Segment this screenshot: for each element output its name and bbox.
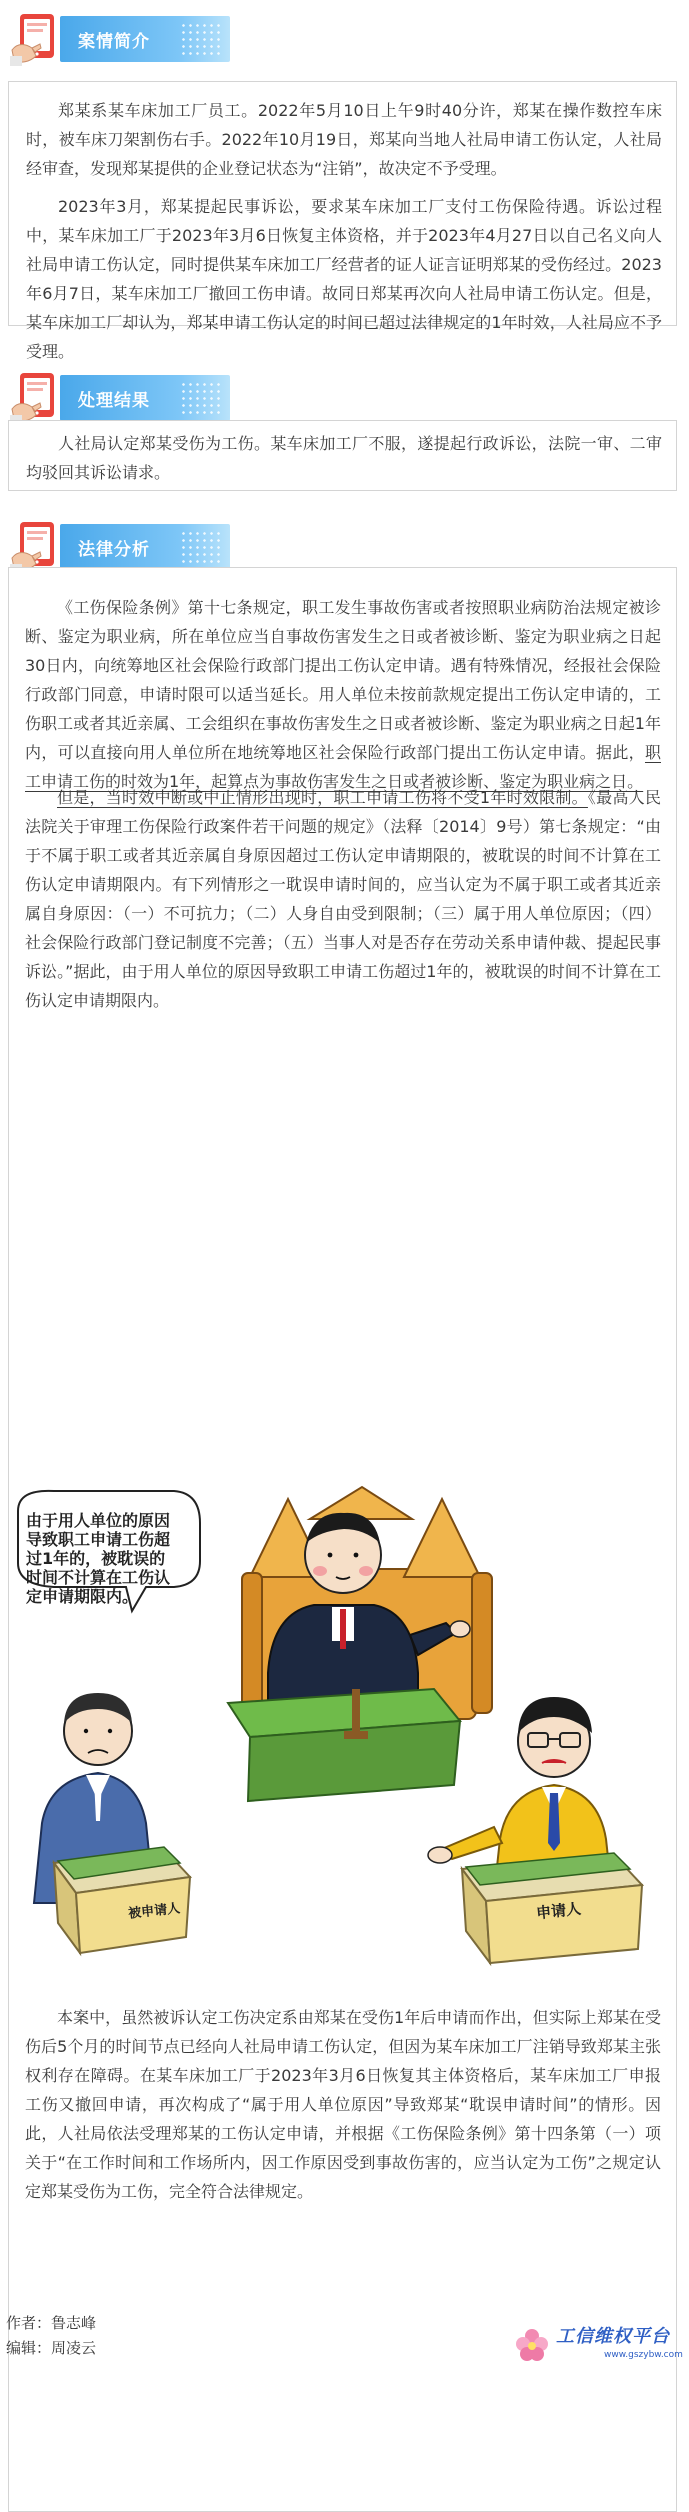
section-header-bar	[60, 375, 230, 421]
paragraph: 人社局认定郑某受伤为工伤。某车床加工厂不服，遂提起行政诉讼，法院一审、二审均驳回其诉讼请求。	[26, 434, 662, 482]
site-logo-url: www.gszybw.com	[604, 2350, 683, 2360]
paragraph: 《工伤保险条例》第十七条规定，职工发生事故伤害或者按照职业病防治法规定被诊断、鉴定为职业病，所在单位应当自事故伤害发生之日或者被诊断、鉴定为职业病之日起30日内，向统筹地区社会保险行政部门提出工伤认定申请。遇有特殊情况，经报社会保险行政部门同意，申请时限可以适当延长。用人单位未按前款规定提出工伤认定申请的，工伤职工或者其近亲属、工会组织在事故伤害发生之日或者被诊断、鉴定为职业病之日起1年内，可以直接向用人单位所在地统筹地区社会保险行政部门提出工伤认定申请。据此，职工申请工伤的时效为1年，起算点为事故伤害发生之日或者被诊断、鉴定为职业病之日。	[25, 598, 661, 791]
section-title: 法律分析	[78, 540, 150, 560]
section-header-case-summary	[10, 8, 222, 66]
paragraph: 但是，当时效中断或中止情形出现时，职工申请工伤将不受1年时效限制。《最高人民法院关于审理工伤保险行政案件若干问题的规定》（法释〔2014〕9号）第七条规定：“由于不属于职工或者其近亲属自身原因超过工伤认定申请期限的，被耽误的时间不计算在工伤认定申请期限内。有下列情形之一耽误申请时间的，应当认定为不属于职工或者其近亲属自身原因：（一）不可抗力；（二）人身自由受到限制；（三）属于用人单位原因；（四）社会保险行政部门登记制度不完善；（五）当事人对是否存在劳动关系申请仲裁、提起民事诉讼。”据此，由于用人单位的原因导致职工申请工伤超过1年的，被耽误的时间不计算在工伤认定申请期限内。	[25, 788, 661, 1010]
speech-bubble-text: 由于用人单位的原因导致职工申请工伤超过1年的，被耽误的时间不计算在工伤认定申请期限内。	[26, 1511, 171, 1606]
tablet-icon	[10, 8, 66, 66]
underlined-text: 但是，当时效中断或中止情形出现时，职工申请工伤将不受1年时效限制。	[57, 788, 588, 807]
editor-credit: 编辑：周凌云	[6, 2339, 97, 2357]
section-header-result	[10, 367, 222, 425]
judge-desk	[228, 1689, 460, 1801]
defendant-label: 被申请人	[127, 1901, 181, 1922]
author-credit: 作者：鲁志峰	[6, 2314, 97, 2332]
applicant-label: 申请人	[535, 1899, 582, 1923]
paragraph: 本案中，虽然被诉认定工伤决定系由郑某在受伤1年后申请而作出，但实际上郑某在受伤后5个月的时间节点已经向人社局申请工伤认定，但因为某车床加工厂注销导致郑某主张权利存在障碍。在某车床加工厂于2023年3月6日恢复其主体资格后，某车床加工厂申报工伤又撤回申请，再次构成了“属于用人单位原因”导致郑某“耽误申请时间”的情形。因此，人社局依法受理郑某的工伤认定申请，并根据《工伤保险条例》第十四条第（一）项关于“在工作时间和工作场所内，因工作原因受到事故伤害的，应当认定为工伤”之规定认定郑某受伤为工伤，完全符合法律规定。	[25, 2008, 661, 2201]
section-header-bar	[60, 524, 230, 570]
tablet-icon	[10, 516, 66, 574]
tablet-icon	[10, 367, 66, 425]
underlined-text: 职工申请工伤的时效为1年，起算点为事故伤害发生之日或者被诊断、鉴定为职业病之日。	[25, 743, 661, 791]
section-title: 处理结果	[78, 391, 150, 411]
result-box	[8, 420, 677, 491]
dot-pattern	[180, 22, 222, 56]
paragraph: 郑某系某车床加工厂员工。2022年5月10日上午9时40分许，郑某在操作数控车床时，被车床刀架割伤右手。2022年10月19日，郑某向当地人社局申请工伤认定，人社局经审查，发现郑某提供的企业登记状态为“注销”，故决定不予受理。	[26, 101, 662, 178]
section-header-bar	[60, 16, 230, 62]
dot-pattern	[180, 381, 222, 415]
section-title: 案情简介	[78, 32, 150, 52]
section-header-legal-analysis	[10, 516, 222, 574]
dot-pattern	[180, 530, 222, 564]
site-logo-text: 工信维权平台	[556, 2326, 670, 2347]
case-summary-box	[8, 81, 677, 361]
paragraph: 2023年3月，郑某提起民事诉讼，要求某车床加工厂支付工伤保险待遇。诉讼过程中，某车床加工厂于2023年3月6日恢复主体资格，并于2023年4月27日以自己名义向人社局申请工伤认定，同时提供某车床加工厂经营者的证人证言证明郑某的受伤经过。2023年6月7日，某车床加工厂撤回工伤申请。故同日郑某再次向人社局申请工伤认定。但是，某车床加工厂却认为，郑某申请工伤认定的时间已超过法律规定的1年时效，人社局应不予受理。	[26, 197, 662, 361]
